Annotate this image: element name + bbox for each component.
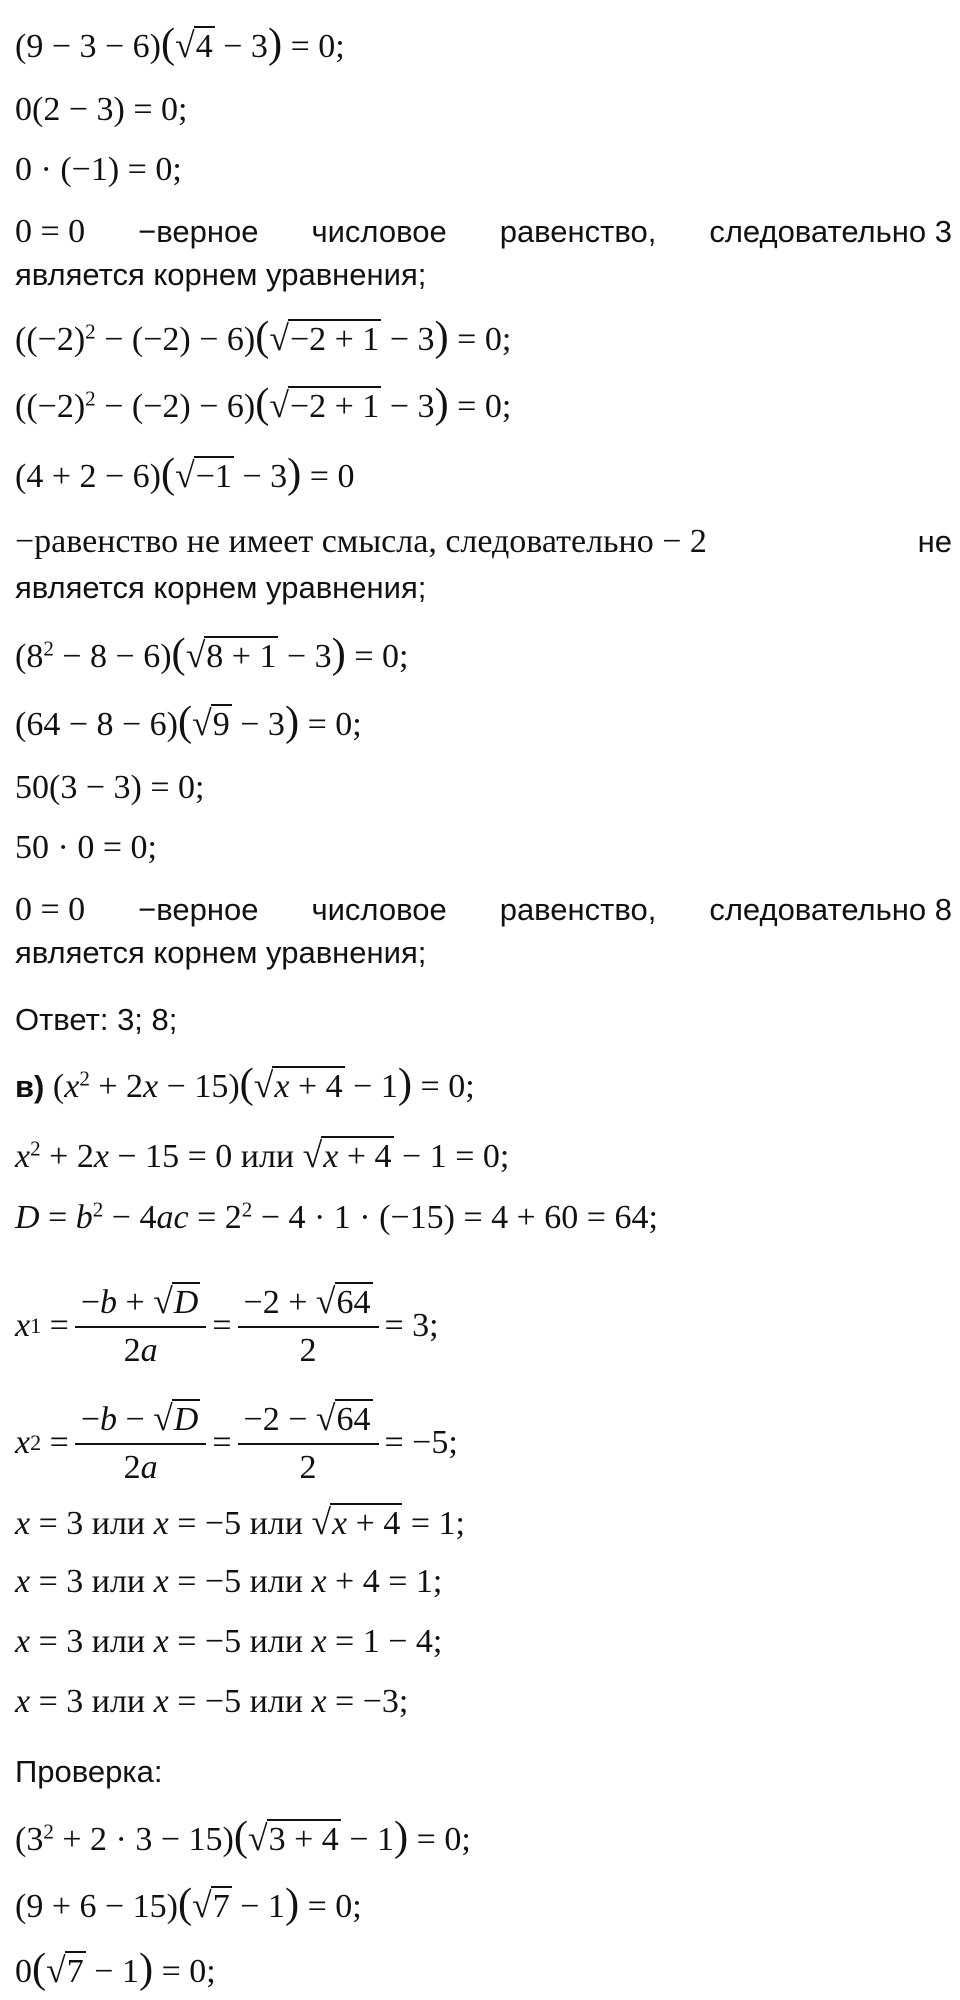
equation-line [15, 1502, 952, 1544]
text-line [15, 255, 952, 295]
text-word: −верное [138, 892, 259, 927]
text-word: −верное [138, 214, 259, 249]
equation-text: 50 · 0 = 0; [15, 829, 157, 866]
text-line [15, 212, 952, 252]
text-line [15, 890, 952, 930]
equation-line [15, 380, 952, 427]
equation-line [15, 828, 952, 868]
check-heading [15, 1752, 952, 1792]
fraction: $\frac{-2 + √64}{2}$ [238, 1282, 379, 1370]
equation-line [15, 450, 952, 497]
equation-line [15, 20, 952, 67]
equation-line [15, 1682, 952, 1722]
equation-text: x 1 = $\frac{-b + √D}{2a}$ = $\frac{-2 + √64}{2}$ = 3; [15, 1281, 439, 1369]
equation-line [15, 630, 952, 677]
equation-line [15, 1276, 952, 1376]
text-content: является корнем уравнения; [15, 257, 427, 292]
text-line [15, 522, 952, 562]
text-word: равенство, [499, 214, 657, 249]
equation-line [15, 1880, 952, 1927]
equation-line [15, 698, 952, 745]
equation-line [15, 313, 952, 360]
equation-line [15, 1562, 952, 1602]
fraction: $\frac{-2 - √64}{2}$ [238, 1399, 379, 1487]
heading-text: Проверка: [15, 1754, 163, 1789]
equation-text: $D = b^2 - 4ac = 2^2 - 4 \cdot 1 \cdot (-15) = 4 + 60 = 64$; [15, 1197, 658, 1236]
equation-text: $((-2)^2 - (-2) - 6)(√-2 + 1 - 3) = 0$; [15, 380, 512, 427]
equation-line [15, 90, 952, 130]
equation-text: x = 3 или x = −5 или √x + 4 = 1; [15, 1502, 465, 1542]
text-word: не [917, 524, 952, 559]
equation-text: $(3^2 + 2 \cdot 3 - 15)(√3 + 4 - 1) = 0$; [15, 1813, 471, 1860]
text-word: числовое [311, 214, 447, 249]
equation-text: 0 = 0 [15, 213, 86, 250]
text-word: следовательно 8 [709, 892, 952, 927]
equation-text: $(x^2 + 2x - 15)(√x + 4 - 1) = 0$; [52, 1060, 475, 1107]
equation-text: x = 3 или x = −5 или x = 1 − 4; [15, 1623, 443, 1660]
equation-text: $x^2 + 2x - 15 = 0$ или √x + 4 − 1 = 0; [15, 1135, 510, 1175]
equation-text: $((-2)^2 - (-2) - 6)(√-2 + 1 - 3) = 0$; [15, 313, 512, 360]
equation-line [15, 1135, 952, 1177]
equation-text: (64 − 8 − 6)(√9 − 3) = 0; [15, 698, 362, 745]
fraction: $\frac{-b - √D}{2a}$ [75, 1399, 207, 1487]
text-word: равенство, [499, 892, 657, 927]
answer-line [15, 1000, 952, 1040]
text-content: −равенство не имеет смысла, следовательно − 2 [15, 523, 707, 560]
fraction: $\frac{-b + √D}{2a}$ [75, 1282, 207, 1370]
text-content: является корнем уравнения; [15, 935, 427, 970]
text-line [15, 933, 952, 973]
equation-text: 0(√7 − 1) = 0; [15, 1945, 216, 1992]
equation-text: 0 · (−1) = 0; [15, 151, 182, 188]
text-line [15, 568, 952, 608]
equation-text: (4 + 2 − 6)(√−1 − 3) = 0 [15, 450, 355, 497]
equation-line [15, 1060, 952, 1107]
equation-text: x = 3 или x = −5 или x + 4 = 1; [15, 1563, 443, 1600]
equation-text: (9 − 3 − 6)(√4 − 3) = 0; [15, 20, 345, 67]
equation-line [15, 1945, 952, 1992]
text-content: является корнем уравнения; [15, 570, 427, 605]
equation-line [15, 768, 952, 808]
equation-line [15, 1393, 952, 1493]
equation-text: x = 3 или x = −5 или x = −3; [15, 1683, 409, 1720]
equation-line [15, 150, 952, 190]
answer-text: Ответ: 3; 8; [15, 1002, 178, 1037]
part-label: в) [15, 1069, 45, 1104]
equation-text: x 2 = $\frac{-b - √D}{2a}$ = $\frac{-2 - √64}{2}$ = −5; [15, 1398, 458, 1486]
equation-line [15, 1198, 952, 1238]
text-word: следовательно 3 [709, 214, 952, 249]
equation-text: (9 + 6 − 15)(√7 − 1) = 0; [15, 1880, 362, 1927]
equation-line [15, 1813, 952, 1860]
equation-text: 50(3 − 3) = 0; [15, 769, 205, 806]
equation-text: $(8^2 - 8 - 6)(√8 + 1 - 3) = 0$; [15, 630, 409, 677]
equation-text: 0(2 − 3) = 0; [15, 91, 188, 128]
text-word: числовое [311, 892, 447, 927]
equation-line [15, 1622, 952, 1662]
equation-text: 0 = 0 [15, 891, 86, 928]
